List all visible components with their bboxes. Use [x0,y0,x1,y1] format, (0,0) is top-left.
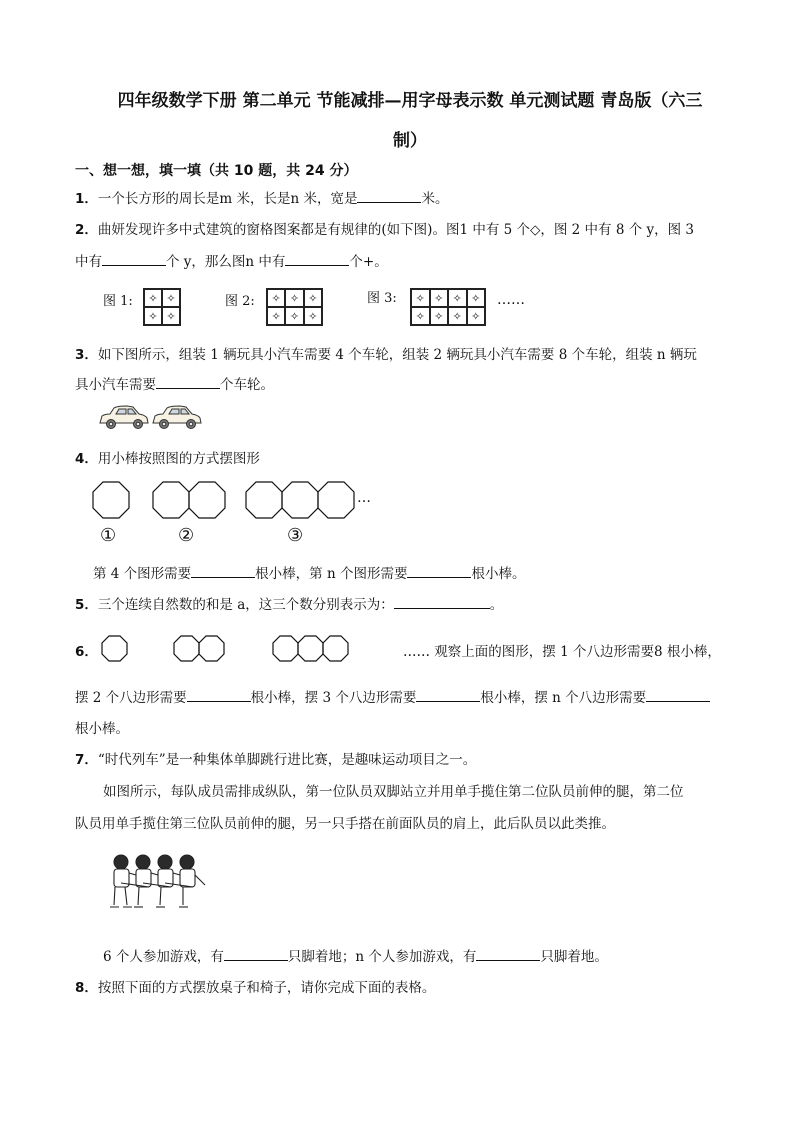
answer-blank[interactable] [407,564,471,578]
question-number: 1． [75,191,98,207]
section-heading: 一、想一想，填一填（共 10 题，共 24 分） [75,163,358,179]
question-text: 只脚着地。 [540,949,608,965]
question-6-number [75,640,98,660]
octagon-shape [273,636,298,661]
question-text: 根小棒，摆 3 个八边形需要 [250,690,417,706]
question-text: 个+。 [349,254,388,270]
octagon-sequence-figure [90,478,360,520]
page-title: 四年级数学下册 第二单元 节能减排—用字母表示数 单元测试题 青岛版（六三 [117,91,703,111]
question-text: 只脚着地；n 个人参加游戏，有 [287,949,477,965]
question-text: 一个长方形的周长是m 米，长是n 米，宽是 [97,191,358,207]
star-icon: ✧ [430,307,449,325]
star-icon: ✧ [304,289,322,307]
figure-label: ① [100,525,117,546]
star-icon: ✧ [144,289,162,307]
question-number: 5． [75,597,98,613]
star-icon: ✧ [411,307,430,325]
window-pattern-1 [143,288,181,326]
question-text: 如图所示，每队成员需排成纵队，第一位队员双脚站立并用单手揽住第二位队员前伸的腿，第二位 [103,784,684,800]
octagon-shape [298,636,323,661]
question-4-line-2 [93,562,525,582]
question-text: 第 4 个图形需要 [93,566,192,582]
figure-label: 图 2: [225,294,255,309]
answer-blank[interactable] [476,947,540,961]
question-text: 三个连续自然数的和是 a，这三个数分别表示为： [97,597,394,613]
star-icon: ✧ [285,307,303,325]
question-text: 按照下面的方式摆放桌子和椅子，请你完成下面的表格。 [97,980,436,996]
question-text: “时代列车”是一种集体单脚跳行进比赛，是趣味运动项目之一。 [97,752,477,768]
question-text: 用小棒按照图的方式摆图形 [97,451,260,467]
question-7 [75,748,476,768]
octagon-shape [323,636,348,661]
octagon-shape [153,482,189,518]
question-2 [75,218,694,238]
question-6-line-2 [75,686,710,706]
question-7-line-4 [103,945,608,965]
octagon-row-figure [100,634,352,662]
question-7-line-2 [103,780,684,800]
answer-blank[interactable] [285,252,349,266]
octagon-shape [246,482,282,518]
question-text: 曲妍发现许多中式建筑的窗格图案都是有规律的(如下图)。图1 中有 5 个◇，图 2 中有 8 个 y，图 3 [97,222,695,238]
question-number: 2． [75,222,98,238]
figure-label: ② [178,525,195,546]
answer-blank[interactable] [191,564,255,578]
star-icon: ✧ [267,307,285,325]
answer-blank[interactable] [102,252,166,266]
question-number: 4． [75,451,98,467]
question-text: 6 个人参加游戏，有 [103,949,224,965]
question-2-line-2 [75,250,388,270]
star-icon: ✧ [162,289,180,307]
star-icon: ✧ [448,289,467,307]
octagon-shape [102,636,127,661]
octagon-shape [282,482,318,518]
question-6-line-3 [75,717,129,737]
toy-cars-illustration [97,402,205,432]
player-figure [110,855,132,907]
question-text: 摆 2 个八边形需要 [75,690,187,706]
question-8 [75,976,435,996]
star-icon: ✧ [430,289,449,307]
octagon-shape [189,482,225,518]
question-text: 中有 [75,254,102,270]
window-pattern-3 [410,288,486,326]
figure-label: ③ [287,525,304,546]
star-icon: ✧ [267,289,285,307]
star-icon: ✧ [162,307,180,325]
octagon-shape [174,636,199,661]
question-number: 3． [75,347,98,363]
star-icon: ✧ [285,289,303,307]
question-4 [75,447,260,467]
question-text: 个车轮。 [220,377,274,393]
car-icon [100,406,148,429]
answer-blank[interactable] [187,688,251,702]
figure-label: 图 1: [103,294,133,309]
question-3 [75,343,697,363]
question-number: 6． [75,644,98,660]
question-text: 根小棒，摆 n 个八边形需要 [480,690,647,706]
answer-blank[interactable] [416,688,480,702]
page-title-continued: 制） [393,131,427,151]
question-7-line-3 [75,812,615,832]
star-icon: ✧ [467,289,486,307]
answer-blank[interactable] [224,947,288,961]
answer-blank[interactable] [156,375,220,389]
ellipsis: …… [497,292,525,308]
question-6-line-1 [403,640,721,660]
answer-blank[interactable] [357,189,421,203]
car-icon [153,406,201,429]
star-icon: ✧ [144,307,162,325]
question-text: 如下图所示，组装 1 辆玩具小汽车需要 4 个车轮，组装 2 辆玩具小汽车需要 8 个车轮，组装 n 辆玩 [97,347,697,363]
figure-label: 图 3: [367,291,397,306]
octagon-shape [318,482,354,518]
star-icon: ✧ [448,307,467,325]
question-text: …… 观察上面的图形，摆 1 个八边形需要8 根小棒， [403,644,721,660]
answer-blank[interactable] [394,595,490,609]
window-pattern-2 [266,288,323,326]
question-number: 8． [75,980,98,996]
question-text: 具小汽车需要 [75,377,156,393]
star-icon: ✧ [467,307,486,325]
question-5 [75,593,503,613]
octagon-shape [199,636,224,661]
question-text: 队员用单手揽住第三位队员前伸的腿，另一只手搭在前面队员的肩上，此后队员以此类推。 [75,816,615,832]
star-icon: ✧ [411,289,430,307]
question-text: 个 y，那么图n 中有 [166,254,286,270]
question-3-line-2 [75,373,274,393]
question-number: 7． [75,752,98,768]
question-text: 根小棒。 [75,721,129,737]
question-text: 根小棒，第 n 个图形需要 [255,566,408,582]
octagon-shape [93,482,129,518]
star-icon: ✧ [304,307,322,325]
time-train-players-illustration [105,853,211,919]
ellipsis: … [357,490,371,506]
question-1 [75,187,448,207]
question-text: 。 [489,597,504,613]
question-text: 根小棒。 [471,566,526,582]
answer-blank[interactable] [646,688,710,702]
question-text: 米。 [421,191,449,207]
